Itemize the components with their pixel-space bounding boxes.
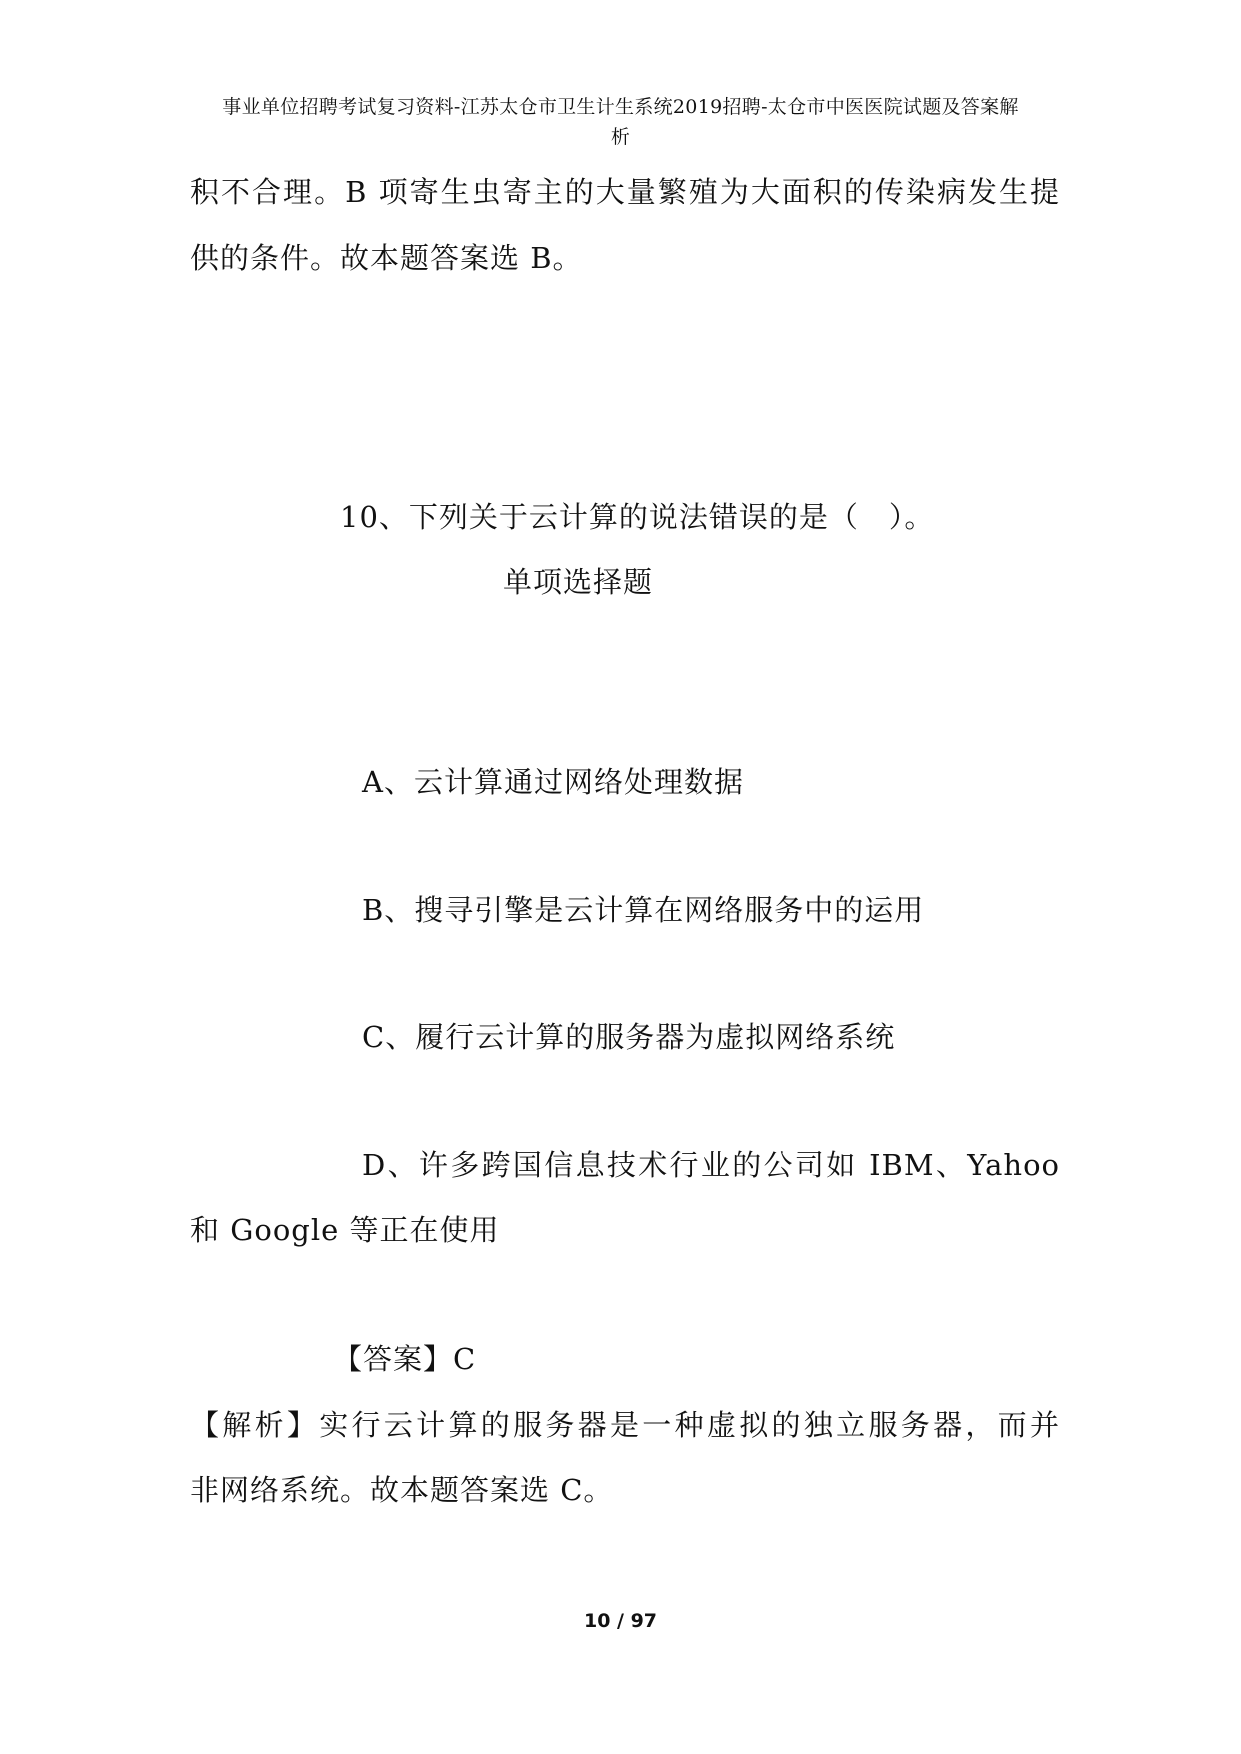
header-title-line2: 析 <box>610 126 631 148</box>
option-a: A、云计算通过网络处理数据 <box>362 765 744 799</box>
option-b: B、搜寻引擎是云计算在网络服务中的运用 <box>362 893 925 927</box>
prev-analysis-line2: 供的条件。故本题答案选 B。 <box>190 241 583 275</box>
analysis-line2: 非网络系统。故本题答案选 C。 <box>190 1473 614 1507</box>
option-d-line1: D、许多跨国信息技术行业的公司如 IBM、Yahoo <box>362 1148 1060 1182</box>
prev-analysis-line1: 积不合理。B 项寄生虫寄主的大量繁殖为大面积的传染病发生提 <box>190 175 1060 209</box>
option-c: C、履行云计算的服务器为虚拟网络系统 <box>362 1020 896 1054</box>
analysis-line1: 【解析】实行云计算的服务器是一种虚拟的独立服务器，而并 <box>190 1408 1060 1442</box>
answer: 【答案】C <box>333 1342 477 1376</box>
question-stem: 10、下列关于云计算的说法错误的是（ ）。 <box>340 500 935 534</box>
page-number: 10 / 97 <box>583 1610 658 1632</box>
option-d-line2: 和 Google 等正在使用 <box>190 1213 500 1247</box>
header-title-line1: 事业单位招聘考试复习资料-江苏太仓市卫生计生系统2019招聘-太仓市中医医院试题及答案解 <box>222 96 1019 118</box>
document-header <box>150 92 1091 152</box>
question-type: 单项选择题 <box>503 565 654 599</box>
